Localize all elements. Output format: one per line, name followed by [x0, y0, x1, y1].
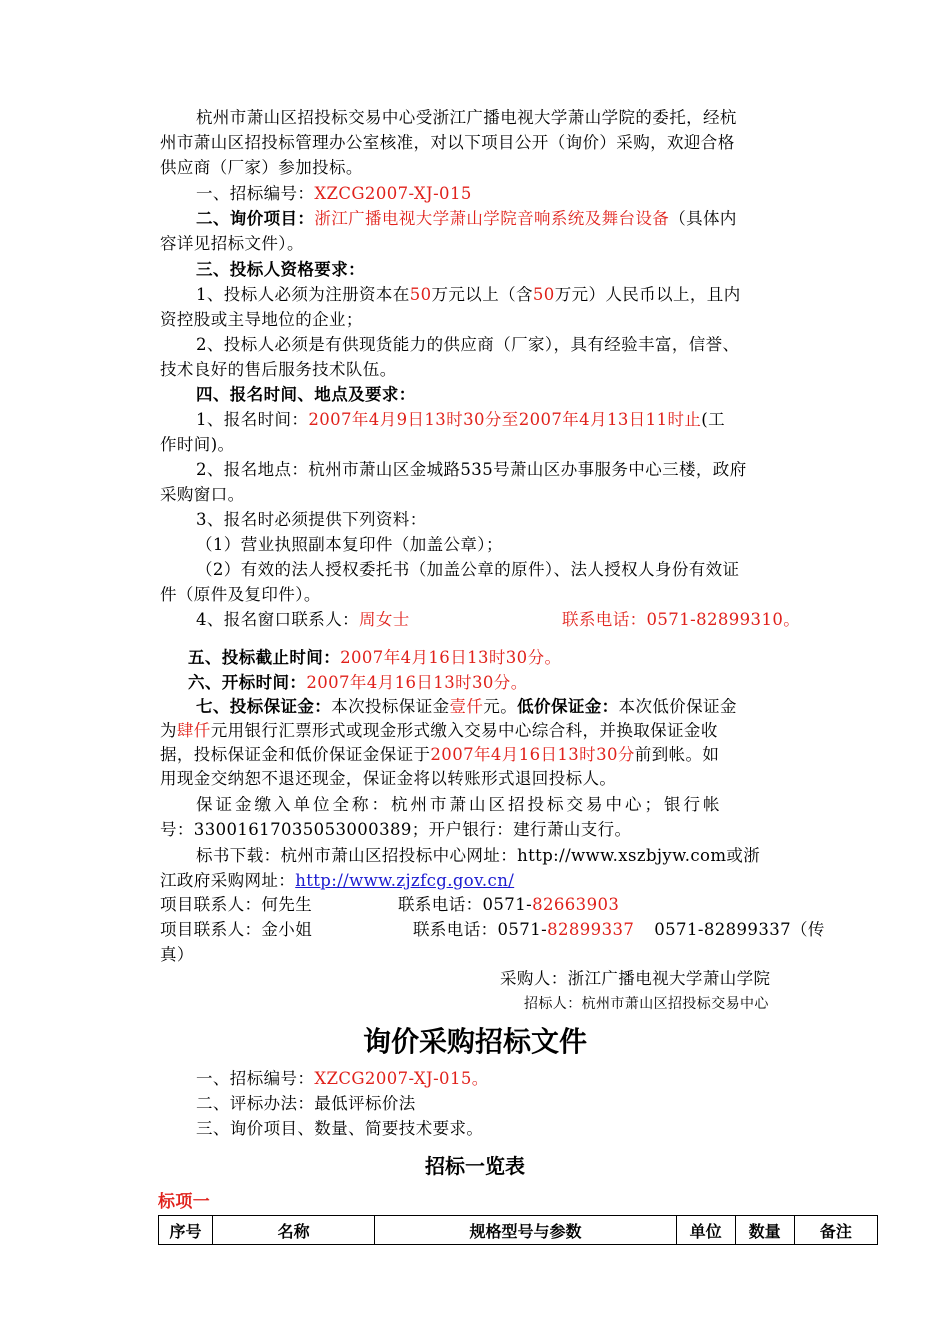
deposit-line-3: 据，投标保证金和低价保证金保证于2007年4月16日13时30分前到帐。如: [160, 745, 720, 764]
deposit-account-line-2: 号：33001617035053000389；开户银行：建行萧山支行。: [160, 820, 632, 839]
intro-line-2: 州市萧山区招投标管理办公室核准，对以下项目公开（询价）采购，欢迎合格: [160, 133, 735, 152]
column-header-name: 名称: [213, 1216, 375, 1245]
buyer: 采购人：浙江广播电视大学萧山学院: [500, 969, 771, 988]
deposit-line-2: 为肆仟元用银行汇票形式或现金形式缴入交易中心综合科，并换取保证金收: [160, 721, 718, 740]
registration-phone: 联系电话：0571-82899310。: [562, 610, 801, 629]
column-header-quantity: 数量: [735, 1216, 794, 1245]
registration-place: 2、报名地点：杭州市萧山区金城路535号萧山区办事服务中心三楼，政府: [196, 460, 747, 479]
qualification-1: 1、投标人必须为注册资本在50万元以上（含50万元）人民币以上，且内: [196, 285, 741, 304]
inquiry-project: 二、询价项目：浙江广播电视大学萧山学院音响系统及舞台设备（具体内: [196, 209, 737, 228]
column-header-no: 序号: [159, 1216, 213, 1245]
deposit-line-1: 七、投标保证金：本次投标保证金壹仟元。低价保证金：本次低价保证金: [196, 697, 737, 716]
table-title: 招标一览表: [425, 1154, 525, 1178]
tender-number: 一、招标编号：XZCG2007-XJ-015: [196, 184, 472, 203]
project-contact-2: 项目联系人：金小姐: [160, 920, 313, 939]
download-line-2: 江政府采购网址：http://www.zjzfcg.gov.cn/: [160, 871, 515, 890]
registration-time-line-2: 作时间)。: [160, 435, 235, 454]
opening-time: 六、开标时间：2007年4月16日13时30分。: [188, 673, 528, 692]
evaluation-method: 二、评标办法：最低评标价法: [196, 1094, 416, 1113]
tendering-agent: 招标人：杭州市萧山区招投标交易中心: [524, 996, 769, 1012]
column-header-unit: 单位: [676, 1216, 735, 1245]
download-line-1: 标书下载：杭州市萧山区招投标中心网址：http://www.xszbjyw.com或浙: [196, 846, 761, 865]
table-header-row: [159, 1216, 878, 1245]
document-item-1: （1）营业执照副本复印件（加盖公章）；: [196, 535, 503, 554]
deadline: 五、投标截止时间：2007年4月16日13时30分。: [188, 648, 562, 667]
column-header-remark: 备注: [794, 1216, 877, 1245]
project-contact-1: 项目联系人：何先生: [160, 895, 313, 914]
column-header-spec: 规格型号与参数: [375, 1216, 676, 1245]
registration-documents: 3、报名时必须提供下列资料：: [196, 510, 427, 529]
registration-place-line-2: 采购窗口。: [160, 485, 245, 504]
procurement-website-link[interactable]: http://www.zjzfcg.gov.cn/: [295, 871, 515, 890]
deposit-line-4: 用现金交纳恕不退还现金，保证金将以转账形式退回投标人。: [160, 769, 617, 788]
doc-tender-number: 一、招标编号：XZCG2007-XJ-015。: [196, 1069, 489, 1088]
project-contact-2-phone: 联系电话：0571-82899337 0571-82899337（传: [413, 920, 825, 939]
intro-line-3: 供应商（厂家）参加投标。: [160, 158, 363, 177]
lot-label: 标项一: [158, 1192, 211, 1212]
project-contact-2-line-2: 真）: [160, 945, 194, 964]
project-contact-1-phone: 联系电话：0571-82663903: [398, 895, 620, 914]
registration-time: 1、报名时间：2007年4月9日13时30分至2007年4月13日11时止(工: [196, 410, 726, 429]
bid-items-table: [158, 1215, 878, 1245]
registration-contact: 4、报名窗口联系人：周女士: [196, 610, 410, 629]
qualification-2-line-2: 技术良好的售后服务技术队伍。: [160, 360, 397, 379]
inquiry-project-line-2: 容详见招标文件）。: [160, 234, 304, 253]
intro-line-1: 杭州市萧山区招投标交易中心受浙江广播电视大学萧山学院的委托，经杭: [196, 108, 737, 127]
inquiry-items: 三、询价项目、数量、简要技术要求。: [196, 1119, 484, 1138]
document-item-2-line-2: 件（原件及复印件）。: [160, 585, 321, 604]
page-title: 询价采购招标文件: [362, 1025, 587, 1058]
document-item-2: （2）有效的法人授权委托书（加盖公章的原件）、法人授权人身份有效证: [196, 560, 740, 579]
deposit-account-line-1: 保证金缴入单位全称：杭州市萧山区招投标交易中心；银行帐: [196, 795, 723, 814]
qualification-heading: 三、投标人资格要求：: [196, 260, 365, 279]
qualification-1-line-2: 资控股或主导地位的企业；: [160, 310, 363, 329]
qualification-2: 2、投标人必须是有供现货能力的供应商（厂家），具有经验丰富，信誉、: [196, 335, 740, 354]
registration-heading: 四、报名时间、地点及要求：: [196, 385, 416, 404]
